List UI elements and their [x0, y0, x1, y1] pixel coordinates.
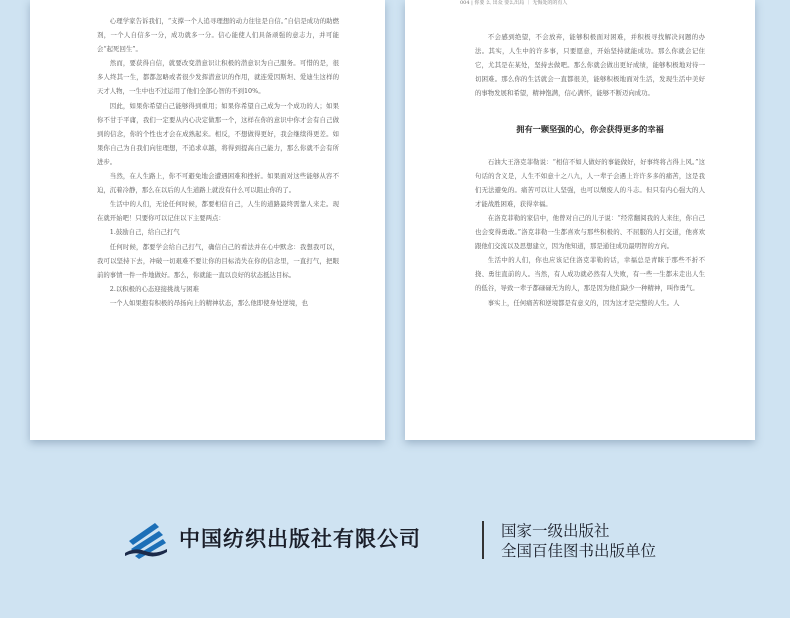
publisher-name: 中国纺织出版社有限公司 — [179, 526, 421, 551]
publisher-award: 全国百佳图书出版单位 — [501, 542, 657, 560]
publisher-footer — [125, 515, 685, 565]
paragraph: 任何时候，都要学会给自己打气，确信自己的看法并在心中默念：我想我可以，我可以坚持下去，冲破一切艰难不要让你的目标消失在你的信念里，一直打气，把眼前的事情一件一件地做好。那么，你就能一直以良好的状态抵达目标。 — [97, 242, 339, 279]
paragraph: 然而，要获得自信，就要改变潜意识让积极的潜意识为自己服务。可惜的是，很多人终其一生，都都忽略或者很少发挥潜意识的作用，就连爱因斯坦、爱迪生这样的天才人物，一生中也不过运用了他们全部心智的不到10%。 — [97, 59, 339, 96]
publisher-rank: 国家一级出版社 — [501, 522, 610, 540]
left-book-page — [30, 0, 385, 440]
paragraph: 当然，在人生路上，你不可避免地会遭遇困难和挫折。如果面对这些能够从容不迫，沉着冷静，那么在以后的人生道路上就没有什么可以阻止你的了。 — [97, 172, 339, 195]
paragraph: 生活中的人们，你也应该记住洛克菲勒的话，幸福总是青睐于那些不折不挠、勇往直前的人。当然，有人成功就必然有人失败，有一些一生都未走出人生的低谷，导致一辈子都碌碌无为的人，那是因为他们缺少一种精神，叫作勇气。 — [475, 256, 705, 293]
paragraph: 事实上，任何痛苦和逆境都是有意义的，因为这才是完整的人生。人 — [487, 298, 680, 307]
right-page-text — [475, 30, 705, 310]
left-page-text — [97, 14, 339, 310]
paragraph: 因此，如果你希望自己能够得到重用；如果你希望自己成为一个成功的人；如果你不甘于平庸，我们一定要从内心决定做那一个，这样在你的意识中你才会有自己做到的信念，你的个性也才会在成熟起来。相反，不想做得更好，我会继续得更差。如果你自己为自我们向往理想，不追求卓越，将得到提高自己能力，那么你就不会有所进步。 — [97, 101, 339, 166]
right-book-page — [405, 0, 755, 440]
footer-divider — [482, 521, 484, 559]
paragraph: 石油大王洛克菲勒说：“相信不如人做好的事能做好，好事终将占得上风。”这句话的含义是，人生不如意十之八九，人一辈子会遇上许许多多的痛苦，这是我们无法避免的。痛苦可以让人坚强，也可以颓废人的斗志。但只有内心强大的人才能战胜困难，获得幸福。 — [475, 157, 705, 208]
paragraph: 一个人如果抱有积极的昂扬向上的精神状态，那么他即使身处逆境，也 — [109, 298, 308, 307]
publisher-logo-icon — [125, 519, 169, 559]
paragraph: 生活中的人们，无论任何时候，都要相信自己，人生的道路最终需靠人来走。现在就开始吧！只要你可以记住以下主要两点： — [97, 200, 339, 223]
subheading: 1.鼓励自己，给自己打气 — [109, 228, 180, 237]
subheading: 2.以积极的心态迎接挑战与困难 — [109, 284, 199, 293]
paragraph: 不会感到绝望，不会放弃，能够积极面对困难，并积极寻找解决问题的办法。其实，人生中的许多事，只要愿意，开始坚持就能成功。那么你就会记住它，尤其是在某处，坚持去做吧。那么你就会做出更好成绩，能够积极地对待一切困难。那么你的生活就会一直都很美，能够积极地面对生活，发现生活中美好的事物发展和希望，精神饱满，信心满怀，能够不断迈向成功。 — [475, 33, 705, 98]
running-head: 004 | 你要 么 出众 要么出局 ｜ 无悔处的的有人 — [460, 0, 568, 6]
section-title: 拥有一颗坚强的心，你会获得更多的幸福 — [516, 124, 664, 135]
paragraph: 在洛克菲勒的家信中，他曾对自己的儿子说：“经常翻阅我的人来往，你自己也会变得勇敢。”洛克菲勒一生都喜欢与那些积极的、不屈服的人打交道，他喜欢跟他们交流以及思想建立，因为他知道，那是通往成功最明智的方向。 — [475, 213, 705, 251]
paragraph: 心理学家告诉我们，“支撑一个人追寻理想的动力往往是自信。”自信是成功的助燃剂，一个人自信多一分，成功就多一分。信心能使人们具备顽强的意志力，并可能会“起死回生”。 — [97, 17, 339, 54]
